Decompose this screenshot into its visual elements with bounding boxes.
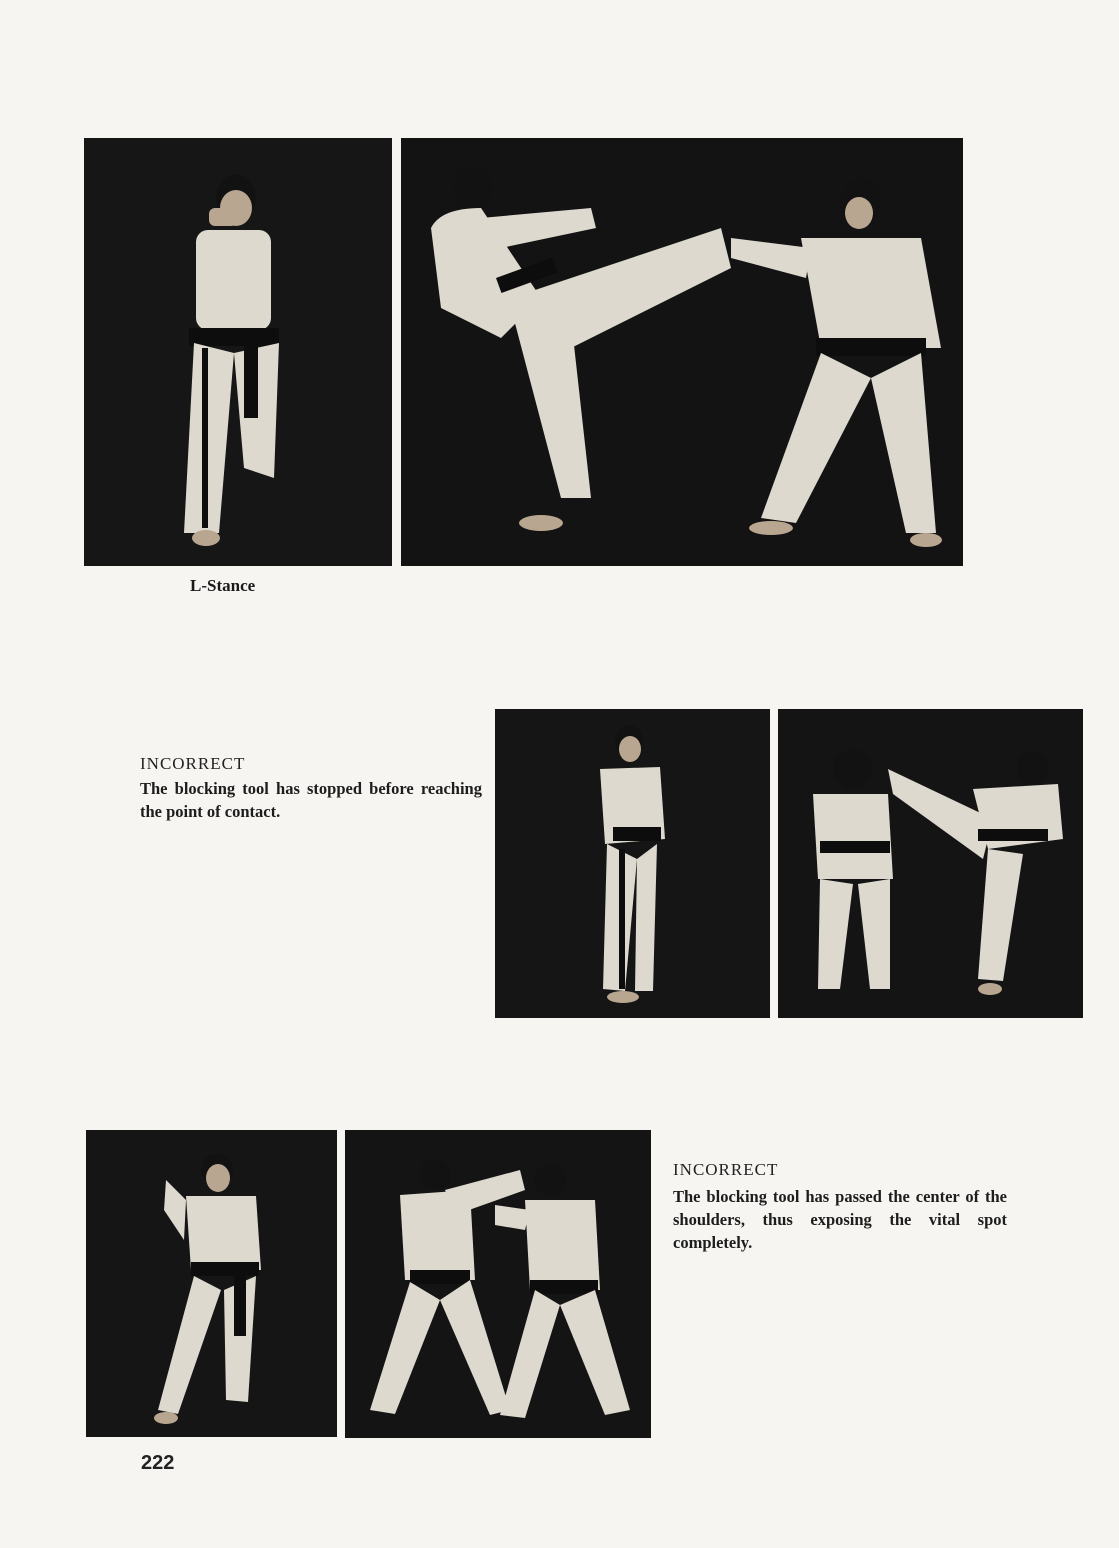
side-kick-photo bbox=[401, 138, 963, 566]
two-fighters-block-figures bbox=[345, 1130, 651, 1438]
incorrect-heading-2: INCORRECT bbox=[673, 1160, 779, 1179]
person-fighting-stance-figure bbox=[86, 1130, 337, 1437]
high-kick-photo bbox=[778, 709, 1083, 1018]
person-standing-guard-figure bbox=[495, 709, 770, 1018]
two-fighters-block-photo bbox=[345, 1130, 651, 1438]
fighting-stance-photo bbox=[86, 1130, 337, 1437]
page-number: 222 bbox=[141, 1452, 175, 1474]
l-stance-photo bbox=[84, 138, 392, 566]
standing-guard-photo bbox=[495, 709, 770, 1018]
incorrect-text-2: The blocking tool has passed the center of the shoulders, thus exposing the vital spot completely. bbox=[673, 1187, 1007, 1252]
high-kick-figures bbox=[778, 709, 1083, 1018]
side-kick-figures bbox=[401, 138, 963, 566]
l-stance-caption: L-Stance bbox=[190, 576, 256, 595]
person-l-stance-figure bbox=[84, 138, 392, 566]
incorrect-text-1: The blocking tool has stopped before reaching the point of contact. bbox=[140, 779, 482, 821]
incorrect-heading-1: INCORRECT bbox=[140, 754, 246, 773]
